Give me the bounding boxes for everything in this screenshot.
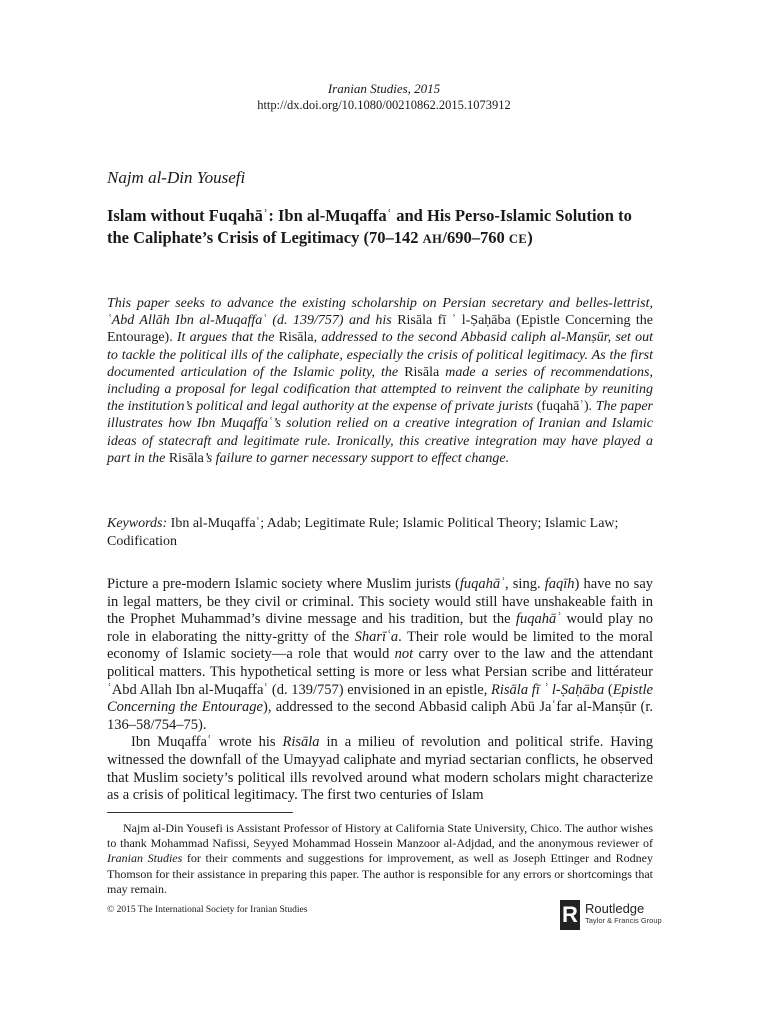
- abstract-text: This paper seeks to advance the existing scholarship on Persian secretary and belles-lettrist, ʿAbd Allāh Ibn al-Muqaffaʿ (d. 139/757) and his: [107, 296, 653, 329]
- body-text-run: carry over to the law and the attendant political matters. This hypothetical setting is more or less what Persian scribe and littérateur ʿAbd Allah Ibn al-Muqaffaʿ (d. 139/757) envisioned in an epistle,: [107, 646, 654, 698]
- title-line-2c: ): [527, 228, 533, 247]
- body-text-run: Picture a pre-modern Islamic society where Muslim jurists (: [107, 576, 460, 592]
- body-term: Sharīʿa: [354, 628, 399, 645]
- paper-title: [107, 205, 667, 250]
- abstract-text: , addressed to the second Abbasid caliph al-Manṣūr, set out to tackle the political ills of the caliphate, especially the crisis of political legitimacy. As the first documented articulation of the Islamic polity, the: [107, 330, 653, 380]
- body-term: faqīh: [544, 576, 575, 592]
- doi-link[interactable]: http://dx.doi.org/10.1080/00210862.2015.1073912: [257, 98, 511, 112]
- paragraph-1: [107, 576, 653, 734]
- abstract-text: It argues that the: [176, 330, 279, 346]
- footnote-text: Najm al-Din Yousefi is Assistant Professor of History at California State University, Chico. The author wishes to thank Mohammad Nafissi, Seyyed Mohammad Hossein Manzoor al-Adjdad, and the anonymous reviewer of: [107, 821, 653, 851]
- footnote-divider: [107, 812, 293, 813]
- journal-name: Iranian Studies, 2015: [327, 81, 441, 96]
- abstract-risala: Risāla: [168, 450, 204, 466]
- abstract-risala: Risāla: [404, 364, 440, 380]
- routledge-r-icon: R: [560, 900, 580, 930]
- publisher-name: Routledge: [585, 901, 645, 916]
- abstract-text: ’s failure to garner necessary support to effect change.: [203, 450, 510, 466]
- copyright-notice: © 2015 The International Society for Iranian Studies: [107, 905, 308, 915]
- footnote-text: for their comments and suggestions for improvement, as well as Joseph Ettinger and Rodney Thomson for their assistance in preparing this paper. The author is responsible for any errors or shortcomings that may remain.: [107, 851, 653, 896]
- body-emphasis: not: [394, 646, 414, 663]
- abstract-fuqaha: (fuqahāʾ): [536, 399, 589, 415]
- body-term: fuqahāʾ: [459, 576, 505, 592]
- title-line-1: Islam without Fuqahāʾ: Ibn al-Muqaffaʿ and His Perso-Islamic Solution to: [107, 206, 632, 225]
- body-term: Epistle Concerning the Entourage: [107, 681, 653, 716]
- body-term: Risāla fī ʾ l-Ṣaḥāba: [491, 681, 605, 698]
- abstract-text: (Epistle Concerning the Entourage).: [107, 313, 654, 346]
- body-text-run: Ibn Muqaffaʿ wrote his: [131, 734, 283, 751]
- title-line-2b: /690–760: [442, 228, 509, 247]
- title-ce: CE: [508, 232, 528, 246]
- body-term: fuqahāʾ: [515, 611, 562, 628]
- body-text-run: (: [604, 681, 613, 698]
- publisher-text: [585, 903, 662, 927]
- abstract: [107, 295, 653, 467]
- publisher-subtitle: Taylor & Francis Group: [585, 916, 662, 925]
- abstract-risala: Risāla: [278, 330, 314, 346]
- author-name: Najm al-Din Yousefi: [107, 168, 246, 187]
- title-ah: AH: [422, 232, 443, 246]
- abstract-text: . The paper illustrates how Ibn Muqaffaʿ’s solution relied on a creative integration of Iranian and Islamic ideas of statecraft and legitimate rule. Ironically, this creative integration may have played a part in the: [107, 399, 653, 466]
- author-footnote: [107, 821, 653, 897]
- abstract-risala-title: Risāla fī ʾ l-Ṣaḥāba: [397, 313, 511, 329]
- publisher-logo: [560, 898, 662, 932]
- body-text-run: would play no role in elaborating the nitty-gritty of the: [107, 611, 653, 645]
- body-text: [107, 576, 653, 805]
- body-term: Risāla: [282, 734, 320, 751]
- paragraph-2: [107, 734, 653, 804]
- abstract-text: made a series of recommendations, including a proposal for legal codification that attempted to reinvent the caliphate by reuniting the institution’s political and legal authority at the expense of private jurists: [107, 364, 653, 415]
- body-text-run: ) have no say in legal matters, be they civil or criminal. This society would still have unshakeable faith in the Prophet Muhammad’s divine message and his tradition, but the: [107, 576, 654, 628]
- keywords: [107, 515, 653, 550]
- body-text-run: in a milieu of revolution and political strife. Having witnessed the downfall of the Umayyad caliphate and myriad sectarian conflicts, he observed that Muslim society’s political ills revolved around what modern scholars might characterize as a crisis of political legitimacy. The first two centuries of Islam: [107, 734, 653, 804]
- body-text-run: , sing.: [505, 576, 545, 592]
- footnote-journal: Iranian Studies: [107, 851, 183, 866]
- keywords-list: Ibn al-Muqaffaʿ; Adab; Legitimate Rule; Islamic Political Theory; Islamic Law; Codification: [107, 516, 619, 549]
- title-line-2a: the Caliphate’s Crisis of Legitimacy (70–142: [107, 228, 423, 247]
- body-text-run: ), addressed to the second Abbasid caliph Abū Jaʿfar al-Manṣūr (r. 136–58/754–75).: [107, 699, 653, 733]
- keywords-label: Keywords:: [107, 516, 168, 531]
- body-text-run: . Their role would be limited to the moral economy of Islamic society—a role that would: [107, 628, 653, 663]
